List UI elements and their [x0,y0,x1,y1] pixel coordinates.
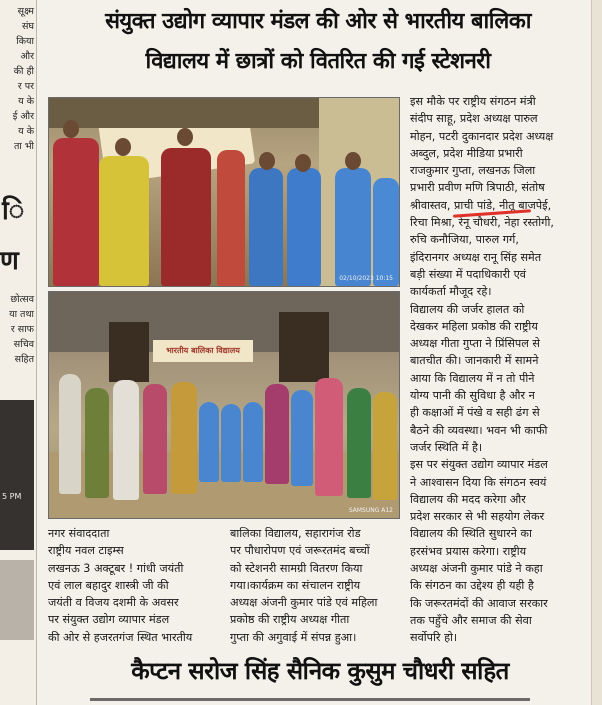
photo2-watermark: SAMSUNG A12 [348,507,393,514]
left-column-big-letter-1: ि [2,196,25,226]
article-line: रुचि कनौजिया, पारुल गर्ग, [410,233,519,247]
article-line: संदीप साहू, प्रदेश अध्यक्ष पारुल [410,112,538,126]
article-line: इस पर संयुक्त उद्योग व्यापार मंडल [410,458,548,472]
article-line: जर्जर स्थिति में है। [410,440,483,454]
left-column-line: र साफ [10,324,34,335]
article-line: कि संगठन का उद्देश्य ही यही है [410,579,534,593]
article-line: लखनऊ 3 अक्टूबर ! गांधी जयंती [48,561,184,575]
left-column-line: ता भी [13,141,34,152]
article-line: आया कि विद्यालय में न तो पीने [410,371,535,385]
article-line: रिचा मिश्रा, रेनू चौधरी, नेहा रस्तोगी, [410,216,554,230]
article-right-column [410,93,584,647]
article-line: बैठने की व्यवस्था। भवन भी काफी [410,423,548,437]
article-line: देखकर महिला प्रकोष्ठ की राष्ट्रीय [410,319,538,333]
right-adjacent-column [591,0,602,705]
left-column-line: किया [16,36,34,47]
left-column-line: की ही [13,66,34,77]
article-line: प्रभारी प्रवीण मणि त्रिपाठी, संतोष [410,181,545,195]
bottom-headline-cut-line [90,692,530,705]
article-line: सर्वोपरि हो। [410,631,458,645]
article-line: की ओर से हजरतगंज स्थित भारतीय [48,630,193,644]
article-line: कार्यकर्ता मौजूद रहे। [410,285,492,299]
left-column-line: र पर [17,81,34,92]
article-line: विद्यालय की मदद करेगा और [410,492,526,506]
left-column-line: और [20,51,34,62]
article-line: अध्यक्ष अंजनी कुमार पांडे ने कहा [410,562,543,576]
article-line: नगर संवाददाता [48,527,110,540]
article-line: विद्यालय की स्थिति सुधारने का [410,527,532,541]
left-adjacent-column [0,0,36,705]
article-line: पर पौधारोपण एवं जरूरतमंद बच्चों [230,544,370,558]
article-line: मोहन, पटरी दुकानदार प्रदेश अध्यक्ष [410,129,554,143]
article-line: बातचीत की। जानकारी में सामने [410,354,539,368]
article-line: इंदिरानगर अध्यक्ष रानू सिंह समेत [410,250,542,264]
article-line: ने आश्वासन दिया कि संगठन स्वयं [410,475,547,489]
article-line: अध्यक्ष अंजनी कुमार पांडे एवं महिला [230,596,378,610]
left-column-line: य के [18,96,34,107]
article-line: तक पहुँचे और समाज की सेवा [410,613,532,627]
event-photo-2 [48,291,400,519]
left-column-line: या तथा [9,309,34,320]
article-line: प्रकोष्ठ की राष्ट्रीय अध्यक्ष गीता [230,613,350,627]
left-column-big-letter-2: ण [0,246,19,276]
article-line: अध्यक्ष गीता गुप्ता ने प्रिंसिपल से [410,337,540,351]
left-column-line: संघ [21,21,34,32]
headline-line-1: संयुक्त उद्योग व्यापार मंडल की ओर से भारतीय बालिका [105,9,531,34]
article-line: श्रीवास्तव, प्राची पांडे, नीतू बाजपेई, [410,198,552,212]
left-column-line: छोत्सव [10,294,34,305]
column-divider [36,0,37,705]
article-line: पर संयुक्त उद्योग व्यापार मंडल [48,613,170,627]
photo1-watermark: 02/10/2023 10:15 [339,275,393,282]
main-headline [44,2,592,82]
article-line: को स्टेशनरी सामग्री वितरण किया [230,561,363,575]
left-column-line: य के [18,126,34,137]
article-line: बालिका विद्यालय, सहारागंज रोड [230,527,361,540]
left-column-line: सहित [14,354,34,365]
article-line: जयंती व विजय दशमी के अवसर [48,596,179,610]
left-column-text-mid [0,292,36,367]
article-line: गया।कार्यक्रम का संचालन राष्ट्रीय [230,578,361,592]
article-line: गुप्ता की अगुवाई में संपन्न हुआ। [230,630,357,644]
article-line: कि जरूरतमंदों की आवाज सरकार [410,596,548,610]
left-column-text-top [0,4,36,154]
left-column-photo-2 [0,560,34,640]
article-line: अब्दुल, प्रदेश मीडिया प्रभारी [410,146,523,160]
article-line: प्रदेश सरकार से भी सहयोग लेकर [410,510,545,524]
article-line: राष्ट्रीय नवल टाइम्स [48,544,124,558]
article-bottom-left-column [48,525,218,646]
event-photo-1 [48,97,400,287]
article-line: राजकुमार गुप्ता, लखनऊ जिला [410,164,536,178]
left-column-line: सूक्ष्म [17,6,34,17]
article-line: विद्यालय की जर्जर हालत को [410,302,525,316]
article-bottom-mid-column [230,525,400,646]
left-column-photo [0,400,34,550]
headline-line-2: विद्यालय में छात्रों को वितरित की गई स्टेशनरी [145,49,491,74]
article-line: ही कक्षाओं में पंखे व सही ढंग से [410,406,540,420]
article-line: योग्य पानी की सुविधा है और न [410,389,535,403]
article-line: हरसंभव प्रयास करेगा। राष्ट्रीय [410,544,527,558]
article-line: इस मौके पर राष्ट्रीय संगठन मंत्री [410,95,536,108]
photo2-banner: भारतीय बालिका विद्यालय [153,340,253,362]
article-line: बड़ी संख्या में पदाधिकारी एवं [410,267,527,281]
left-column-line: सचिव [13,339,34,350]
left-column-line: ई और [12,111,34,122]
bottom-headline: कैप्टन सरोज सिंह सैनिक कुसुम चौधरी सहित [131,657,509,685]
left-photo-time: 5 PM [2,492,22,501]
article-line: एवं लाल बहादुर शास्त्री जी की [48,578,169,592]
